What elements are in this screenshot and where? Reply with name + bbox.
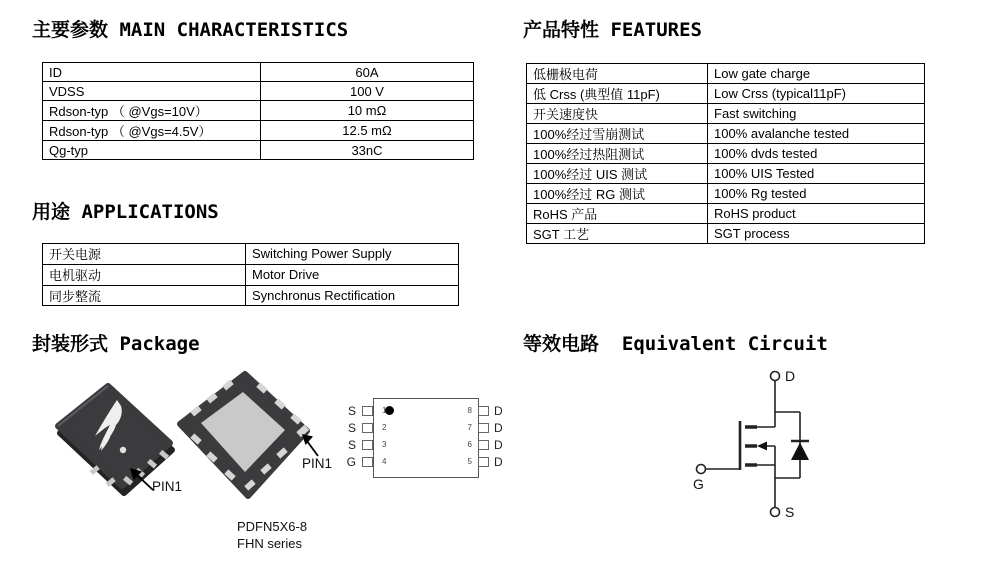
pin-row [340,436,386,453]
table-row [43,121,474,141]
pin-row [462,436,503,453]
pin-lead [478,457,489,467]
pin-function-label: S [347,420,356,435]
feature-en-cell: SGT process [708,224,925,244]
pin-row [462,402,503,419]
pin-lead [478,440,489,450]
features-heading: 产品特性 FEATURES [523,19,702,41]
application-en-cell: Switching Power Supply [246,244,459,265]
pin-function-label: D [494,437,503,452]
package-heading: 封装形式 Package [32,333,200,355]
table-row [527,204,925,224]
feature-en-cell: Low Crss (typical11pF) [708,84,925,104]
source-terminal [771,508,780,517]
body-diode [791,443,809,461]
table-row [527,84,925,104]
table-row [43,101,474,121]
pin-lead [362,423,373,433]
pin-lead [478,423,489,433]
pin-diagram-left-pins [340,402,386,470]
feature-zh-cell: 低 Crss (典型值 11pF) [527,84,708,104]
parameter-value-cell: 10 mΩ [261,101,474,121]
feature-en-cell: 100% UIS Tested [708,164,925,184]
package-series: FHN series [237,536,303,551]
table-row [527,144,925,164]
feature-en-cell: Fast switching [708,104,925,124]
feature-en-cell: Low gate charge [708,64,925,84]
pin1-label: PIN1 [152,479,183,494]
pin-lead [362,440,373,450]
pin-lead [478,406,489,416]
pin-number: 7 [467,423,472,432]
pin-number: 6 [467,440,472,449]
package-bottom-view-image [173,366,315,506]
parameter-value-cell: 12.5 mΩ [261,121,474,141]
pin-number: 8 [467,406,472,415]
main-characteristics-heading: 主要参数 MAIN CHARACTERISTICS [32,19,349,41]
pin-number: 5 [467,457,472,466]
pin-row [340,453,386,470]
pin-number: 4 [382,457,387,466]
parameter-name-cell: ID [43,63,261,82]
parameter-value-cell: 33nC [261,141,474,160]
application-en-cell: Synchronus Rectification [246,285,459,306]
pin-row [462,453,503,470]
pin-function-label: D [494,420,503,435]
table-row [527,164,925,184]
table-row [527,224,925,244]
application-zh-cell: 电机驱动 [43,264,246,285]
feature-en-cell: 100% dvds tested [708,144,925,164]
pin-function-label: D [494,454,503,469]
applications-table [42,243,459,306]
application-zh-cell: 同步整流 [43,285,246,306]
pin-row [462,419,503,436]
pin-lead [362,457,373,467]
table-row [43,141,474,160]
parameter-name-cell: Rdson-typ （ @Vgs=4.5V） [43,121,261,141]
feature-zh-cell: 100%经过雪崩测试 [527,124,708,144]
pin1-dot-marker [120,447,126,453]
applications-heading: 用途 APPLICATIONS [32,201,219,223]
table-row [43,82,474,101]
pin-row [340,402,386,419]
pin-function-label: G [346,454,356,469]
pin-function-label: S [347,437,356,452]
table-row [43,264,459,285]
feature-en-cell: 100% Rg tested [708,184,925,204]
pin-number: 2 [382,423,387,432]
pin-row [340,419,386,436]
main-characteristics-table [42,62,474,160]
gate-label: G [693,476,704,492]
parameter-value-cell: 60A [261,63,474,82]
pin-lead [362,406,373,416]
feature-en-cell: 100% avalanche tested [708,124,925,144]
table-row [527,64,925,84]
feature-zh-cell: 100%经过 UIS 测试 [527,164,708,184]
drain-terminal [771,372,780,381]
drain-label: D [785,368,796,384]
mosfet-arrow [757,442,767,451]
table-row [527,104,925,124]
feature-zh-cell: 100%经过热阻测试 [527,144,708,164]
table-row [527,184,925,204]
pin1-label: PIN1 [302,456,333,471]
table-row [43,63,474,82]
parameter-name-cell: Qg-typ [43,141,261,160]
pin-number: 1 [382,406,387,415]
table-row [43,285,459,306]
parameter-value-cell: 100 V [261,82,474,101]
features-table [526,63,925,244]
gate-terminal [697,465,706,474]
table-row [43,244,459,265]
source-label: S [785,504,795,520]
table-row [527,124,925,144]
feature-en-cell: RoHS product [708,204,925,224]
package-name: PDFN5X6-8 [237,519,308,534]
feature-zh-cell: 开关速度快 [527,104,708,124]
parameter-name-cell: VDSS [43,82,261,101]
equivalent-circuit-heading: 等效电路 Equivalent Circuit [523,333,828,355]
feature-zh-cell: 低栅极电荷 [527,64,708,84]
application-en-cell: Motor Drive [246,264,459,285]
parameter-name-cell: Rdson-typ （ @Vgs=10V） [43,101,261,121]
pin1-arrow-icon [299,432,323,458]
mosfet-equivalent-circuit [660,355,870,545]
pin-diagram-right-pins [462,402,503,470]
pin-number: 3 [382,440,387,449]
feature-zh-cell: SGT 工艺 [527,224,708,244]
feature-zh-cell: 100%经过 RG 测试 [527,184,708,204]
pin-function-label: D [494,403,503,418]
feature-zh-cell: RoHS 产品 [527,204,708,224]
application-zh-cell: 开关电源 [43,244,246,265]
pin-function-label: S [347,403,356,418]
